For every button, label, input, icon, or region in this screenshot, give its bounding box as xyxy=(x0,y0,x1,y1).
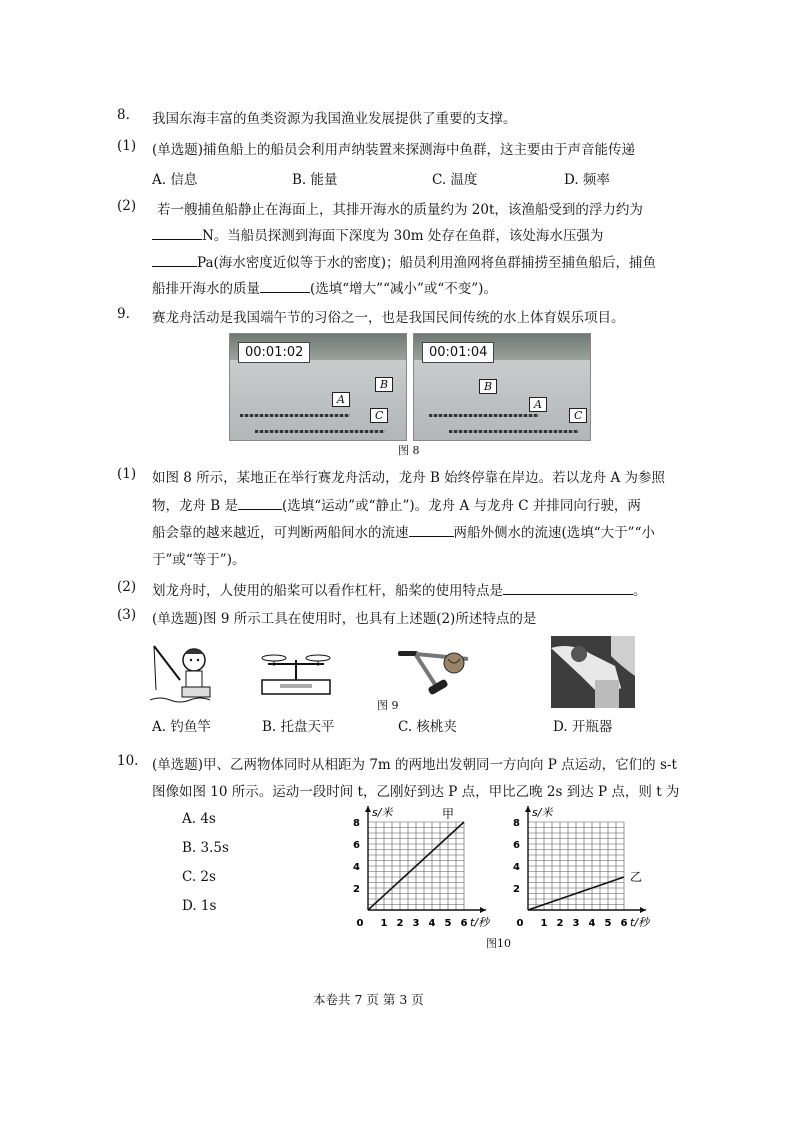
answer-blank-pressure[interactable] xyxy=(152,252,197,267)
tray-balance-icon xyxy=(258,642,334,698)
fig8-caption: 图 8 xyxy=(398,444,420,457)
q10-line1: (单选题)甲、乙两物体同时从相距为 7m 的两地出发朝同一方向向 P 点运动，它们的 s-t xyxy=(152,757,677,773)
q8-part2-line2-text: N。当船员探测到海面下深度为 30m 处存在鱼群，该处海水压强为 xyxy=(202,228,604,244)
photo2-boat-a xyxy=(429,414,539,417)
q8-part1-text: (单选题)捕鱼船上的船员会利用声纳装置来探测海中鱼群，这主要由于声音能传递 xyxy=(152,142,636,158)
q9-part1-line3 xyxy=(152,521,655,541)
answer-blank-mass-change[interactable] xyxy=(260,278,310,293)
y-tick-label: 4 xyxy=(513,862,520,873)
y-tick-label: 2 xyxy=(513,884,520,895)
q10-option-c[interactable]: C. 2s xyxy=(182,869,216,885)
photo1-label-a: A xyxy=(332,392,350,407)
q10-option-a[interactable]: A. 4s xyxy=(182,811,216,827)
answer-blank-flow-speed[interactable] xyxy=(409,522,454,537)
x-tick-label: 0 xyxy=(356,918,364,929)
bottle-opener-icon xyxy=(551,636,635,708)
series-label: 乙 xyxy=(630,870,643,884)
bottle-opener-photo xyxy=(551,636,635,708)
q8-option-a[interactable]: A. 信息 xyxy=(152,172,198,188)
q9-number: 9. xyxy=(117,306,130,322)
q9-intro: 赛龙舟活动是我国端午节的习俗之一，也是我国民间传统的水上体育娱乐项目。 xyxy=(152,310,625,326)
q8-option-c[interactable]: C. 温度 xyxy=(432,172,478,188)
photo1-timestamp: 00:01:02 xyxy=(238,342,310,363)
q8-number: 8. xyxy=(117,107,130,123)
x-tick-label: 3 xyxy=(412,918,420,929)
x-axis-arrow xyxy=(640,907,646,913)
x-tick-label: 4 xyxy=(588,918,596,929)
x-axis-arrow xyxy=(480,907,486,913)
x-axis-label: t/秒 xyxy=(630,916,650,929)
x-tick-label: 3 xyxy=(572,918,580,929)
q8-part1-number: (1) xyxy=(117,138,137,154)
q9-part3-text: (单选题)图 9 所示工具在使用时，也具有上述题(2)所述特点的是 xyxy=(152,611,537,627)
photo-water xyxy=(414,360,590,440)
q9-part3-number: (3) xyxy=(117,607,137,623)
fishing-rod-icon xyxy=(150,638,220,706)
x-tick-label: 5 xyxy=(444,918,452,929)
q9-option-c[interactable]: C. 核桃夹 xyxy=(398,719,457,735)
y-axis-label: s/米 xyxy=(532,806,553,819)
q9-part1-line4: 于”或“等于”)。 xyxy=(152,552,246,568)
q8-option-b[interactable]: B. 能量 xyxy=(292,172,338,188)
q9-part1-line1: 如图 8 所示，某地正在举行赛龙舟活动，龙舟 B 始终停靠在岸边。若以龙舟 A 为参照 xyxy=(152,470,666,486)
x-tick-label: 2 xyxy=(396,918,404,929)
q8-intro: 我国东海丰富的鱼类资源为我国渔业发展提供了重要的支撑。 xyxy=(152,111,517,127)
q8-part2-line2 xyxy=(152,224,603,244)
photo2-label-a: A xyxy=(529,397,547,412)
q8-part2-line4-text-b: (选填“增大”“减小”或“不变”)。 xyxy=(310,281,497,297)
photo2-boat-c xyxy=(449,430,579,433)
q9-option-d[interactable]: D. 开瓶器 xyxy=(553,719,613,735)
q8-part2-line1: 若一艘捕鱼船静止在海面上，其排开海水的质量约为 20t，该渔船受到的浮力约为 xyxy=(157,202,643,218)
y-axis-arrow xyxy=(525,806,531,812)
dragon-boat-photo-1 xyxy=(229,333,407,441)
photo1-boat-a xyxy=(240,414,350,417)
q9-part1-line3-text-a: 船会靠的越来越近，可判断两船间水的流速 xyxy=(152,525,409,541)
photo2-label-b: B xyxy=(479,379,497,394)
q9-part2-text: 划龙舟时，人使用的船桨可以看作杠杆，船桨的使用特点是 xyxy=(152,583,503,599)
x-tick-label: 6 xyxy=(620,918,628,929)
photo2-timestamp: 00:01:04 xyxy=(422,342,494,363)
photo2-label-c: C xyxy=(569,408,587,423)
answer-blank-oar-feature[interactable] xyxy=(503,580,633,595)
x-tick-label: 4 xyxy=(428,918,436,929)
page-footer: 本卷共 7 页 第 3 页 xyxy=(313,992,424,1007)
y-tick-label: 2 xyxy=(353,884,360,895)
q8-part2-number: (2) xyxy=(117,198,137,214)
y-tick-label: 6 xyxy=(513,840,520,851)
q9-part2-line xyxy=(152,579,647,599)
x-tick-label: 5 xyxy=(604,918,612,929)
fig9-caption: 图 9 xyxy=(377,699,399,712)
x-axis-label: t/秒 xyxy=(470,916,490,929)
y-axis-label: s/米 xyxy=(372,806,393,819)
q9-part1-line2-text-b: (选填“运动”或“静止”)。龙舟 A 与龙舟 C 并排同向行驶，两 xyxy=(282,498,641,514)
nutcracker-icon xyxy=(398,645,474,695)
q8-part2-line4 xyxy=(152,277,497,297)
y-tick-label: 8 xyxy=(513,818,520,829)
photo1-boat-c xyxy=(255,430,385,433)
q9-part2-end: 。 xyxy=(633,583,647,599)
q8-part2-line3-text: Pa(海水密度近似等于水的密度)；船员利用渔网将鱼群捕捞至捕鱼船后，捕鱼 xyxy=(197,255,657,271)
photo-water xyxy=(230,360,406,440)
q9-option-b[interactable]: B. 托盘天平 xyxy=(262,719,335,735)
fig10-caption: 图10 xyxy=(486,937,511,950)
st-chart-jia xyxy=(340,802,505,932)
q9-part1-number: (1) xyxy=(117,466,137,482)
chart-grid xyxy=(528,822,624,910)
q10-line2: 图像如图 10 所示。运动一段时间 t，乙刚好到达 P 点，甲比乙晚 2s 到达 P 点，则 t 为 xyxy=(152,784,680,800)
q9-part1-line2-text-a: 物，龙舟 B 是 xyxy=(152,498,239,514)
q9-part2-number: (2) xyxy=(117,579,137,595)
y-tick-label: 4 xyxy=(353,862,360,873)
q8-option-d[interactable]: D. 频率 xyxy=(564,172,610,188)
st-chart-yi xyxy=(500,802,665,932)
y-tick-label: 6 xyxy=(353,840,360,851)
y-tick-label: 8 xyxy=(353,818,360,829)
series-label: 甲 xyxy=(442,807,455,821)
q8-part2-line3 xyxy=(152,251,656,271)
answer-blank-buoyancy[interactable] xyxy=(152,225,202,240)
answer-blank-motion[interactable] xyxy=(238,495,282,510)
x-tick-label: 1 xyxy=(380,918,388,929)
y-axis-arrow xyxy=(365,806,371,812)
q9-option-a[interactable]: A. 钓鱼竿 xyxy=(152,719,211,735)
photo1-label-b: B xyxy=(375,377,393,392)
dragon-boat-photo-2 xyxy=(413,333,591,441)
x-tick-label: 0 xyxy=(516,918,524,929)
q9-part1-line2 xyxy=(152,494,641,514)
x-tick-label: 1 xyxy=(540,918,548,929)
x-tick-label: 6 xyxy=(460,918,468,929)
q10-option-d[interactable]: D. 1s xyxy=(182,898,217,914)
photo1-label-c: C xyxy=(370,408,388,423)
q10-number: 10. xyxy=(117,753,139,769)
q10-option-b[interactable]: B. 3.5s xyxy=(182,840,229,856)
x-tick-label: 2 xyxy=(556,918,564,929)
q8-part2-line4-text-a: 船排开海水的质量 xyxy=(152,281,260,297)
q9-part1-line3-text-b: 两船外侧水的流速(选填“大于”“小 xyxy=(453,525,655,541)
